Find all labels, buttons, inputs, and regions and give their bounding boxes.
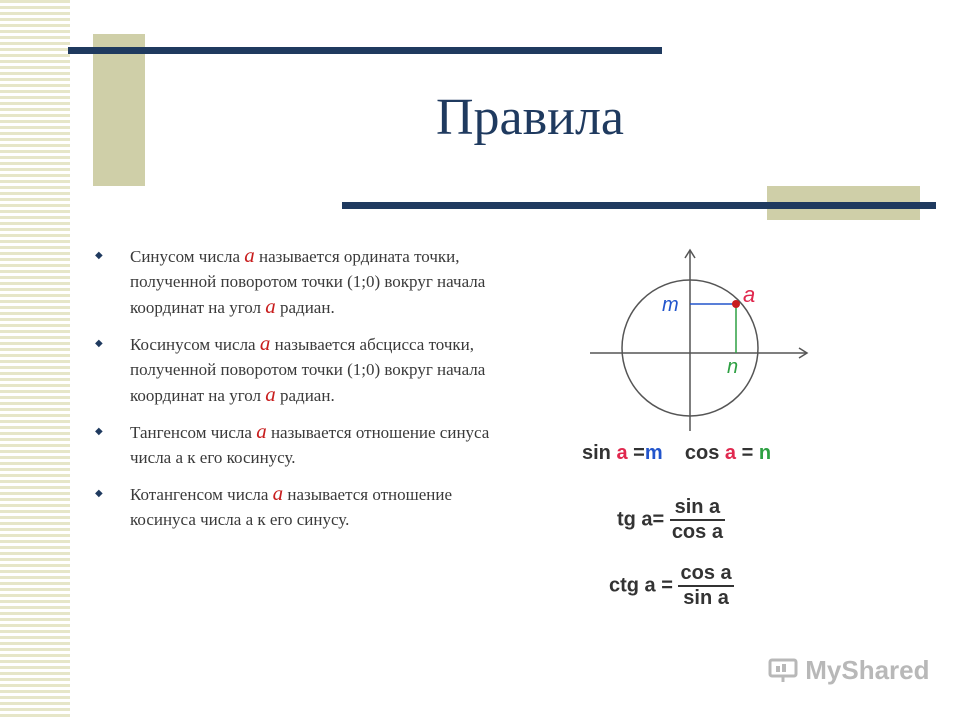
cotangent-formula [609,562,734,610]
n-value: n [758,442,772,464]
slide-title: Правила [435,89,625,146]
striped-side-decoration [0,0,70,720]
bullet-tangent [95,419,495,470]
cos-text: cos [684,442,720,464]
watermark-text: MyShared [805,655,930,685]
sin-text: sin [582,442,611,464]
m-value: m [644,442,663,464]
cos-arg: a [724,442,737,464]
bullet-cotangent [95,481,495,532]
equals-sign: = [633,442,645,464]
bullet-text: называется ордината точки, полученной поворотом точки (1;0) вокруг начала координат на угол [130,247,486,317]
tg-denominator: cos a [671,521,723,543]
label-m: m [662,294,679,316]
tangent-formula [617,496,725,544]
variable-a: a [244,243,255,267]
bullet-list [95,243,495,543]
ctg-numerator: cos a [678,562,733,587]
bullet-cosine [95,331,495,408]
olive-block-decoration [93,34,145,186]
equals-sign: = [741,442,754,464]
bullet-text: называется отношение синуса числа а к его косинусу. [130,423,490,467]
sin-arg: a [616,442,628,464]
diamond-bullet-icon: ◆ [95,426,103,437]
variable-a: a [265,382,276,406]
bullet-text: называется отношение косинуса числа а к его синусу. [130,485,452,529]
variable-a: a [259,331,271,355]
bullet-text: радиан. [275,386,335,405]
diamond-bullet-icon: ◆ [95,250,103,261]
ctg-denominator: sin a [683,587,729,609]
presentation-icon [768,657,798,683]
diamond-bullet-icon: ◆ [95,488,103,499]
bullet-text: Котангенсом числа [130,485,273,504]
label-a: a [743,282,756,307]
variable-a: a [265,294,276,318]
bullet-text: называется абсцисса точки, полученной поворотом точки (1;0) вокруг начала координат на угол [130,335,486,405]
tg-lhs: tg a= [617,508,665,531]
sin-cos-formula [582,442,771,465]
watermark [768,655,930,686]
label-n: n [727,356,739,378]
diamond-bullet-icon: ◆ [95,338,103,349]
bullet-sine [95,243,495,320]
bullet-text: радиан. [275,298,335,317]
ctg-fraction [678,562,733,610]
top-rule [68,47,662,54]
tg-numerator: sin a [670,496,725,521]
ctg-lhs: ctg a = [609,574,673,597]
variable-a: a [272,481,284,505]
point-a [732,300,740,308]
bullet-text: Тангенсом числа [130,423,257,442]
tg-fraction [670,496,725,544]
variable-a: a [256,419,267,443]
bullet-text: Синусом числа [130,247,245,266]
middle-rule [342,202,936,209]
unit-circle-diagram [575,245,825,435]
bullet-text: Косинусом числа [130,335,260,354]
